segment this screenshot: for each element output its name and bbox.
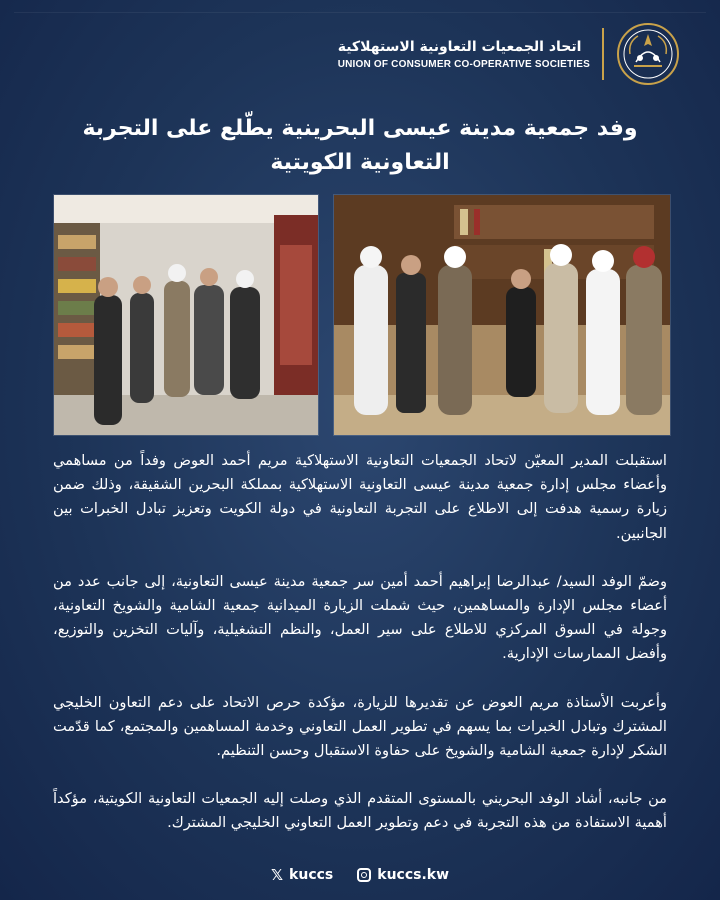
article-title-line-1: وفد جمعية مدينة عيسى البحرينية يطّلع على التجربة: [82, 116, 638, 141]
instagram-handle: kuccs.kw: [377, 867, 450, 883]
union-seal-logo: [616, 22, 680, 86]
header: [338, 22, 680, 86]
article-paragraph: استقبلت المدير المعيّن لاتحاد الجمعيات التعاونية الاستهلاكية مريم أحمد العوض وفداً من مساهمي وأعضاء مجلس إدارة جمعية مدينة عيسى التعاونية الاستهلاكية بمملكة البحرين الشقيقة، وذلك ضمن زيارة رسمية هدفت إلى الاطلاع على التجربة التعاونية في دولة الكويت وتعزيز تبادل الخبرات بين الجانبين.: [53, 452, 667, 542]
article-paragraph: وضمّ الوفد السيد/ عبدالرضا إبراهيم أحمد أمين سر جمعية مدينة عيسى التعاونية، إلى جانب عدد من أعضاء مجلس الإدارة والمساهمين، حيث شملت الزيارة الميدانية جمعية الشامية والشويخ التعاونية، وجولة في السوق المركزي للاطلاع على سير العمل، والنظم التشغيلية، وآليات التخزين والتوزيع، وأفضل الممارسات الإدارية.: [53, 572, 667, 663]
x-handle: kuccs: [289, 867, 334, 883]
footer: [0, 866, 720, 884]
article-title-line-2: التعاونية الكويتية: [270, 150, 450, 175]
header-divider: [602, 28, 604, 80]
org-name-arabic: اتحاد الجمعيات التعاونية الاستهلاكية: [337, 38, 582, 55]
article-paragraph: من جانبه، أشاد الوفد البحريني بالمستوى المتقدم الذي وصلت إليه الجمعيات التعاونية الكويتية، مؤكداً أهمية الاستفادة من هذه التجربة في دعم وتطوير العمل التعاوني الخليجي المشترك.: [53, 790, 667, 832]
x-social-link[interactable]: [271, 866, 333, 884]
instagram-icon: [357, 868, 371, 882]
office-meeting-photo: [333, 194, 671, 436]
article-paragraph: وأعربت الأستاذة مريم العوض عن تقديرها للزيارة، مؤكدة حرص الاتحاد على دعم التعاون الخليجي المشترك وتبادل الخبرات بما يسهم في تطوير العمل التعاوني وخدمة المساهمين والمجتمع، كما قدّمت الشكر لإدارة جمعية الشامية والشويخ على حفاوة الاستقبال وحسن التنظيم.: [53, 693, 667, 760]
org-name-english: UNION OF CONSUMER CO-OPERATIVE SOCIETIES: [337, 58, 590, 70]
org-name-block: [338, 39, 590, 70]
instagram-social-link[interactable]: [357, 867, 449, 883]
supermarket-visit-photo: [53, 194, 319, 436]
article-body: [53, 449, 667, 860]
article-title: [60, 112, 660, 180]
decorative-top-line: [14, 12, 706, 13]
x-logo-icon: 𝕏: [270, 866, 284, 884]
